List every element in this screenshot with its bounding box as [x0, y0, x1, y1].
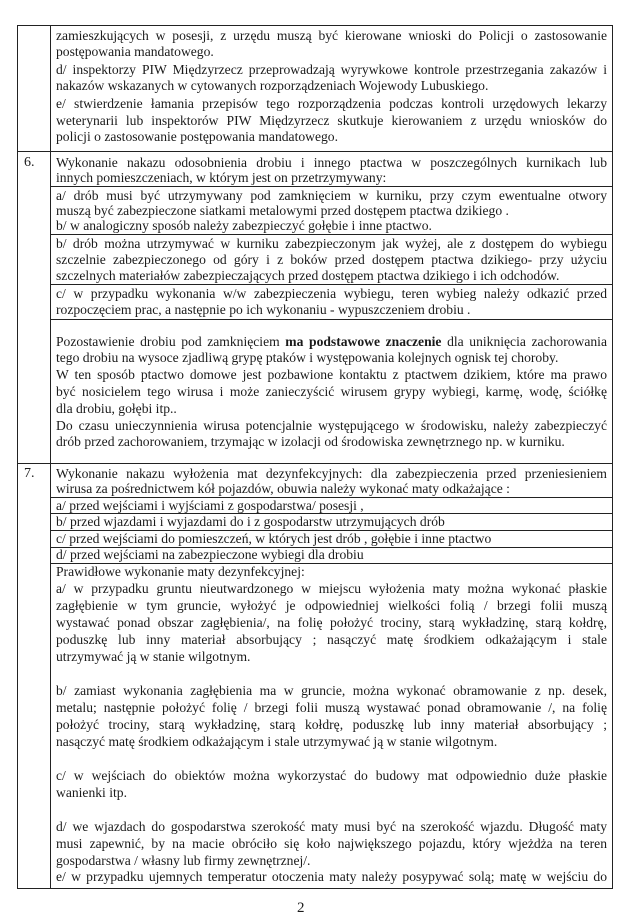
text-line: postępowania mandatowego. [56, 44, 214, 59]
text-line: wystawać ponad obszar zagłębienia/, na folię położyć trociny, starą wykładzinę, starą kołdrę, [56, 615, 607, 630]
text-line: wirusa za pośrednictwem kół pojazdów, obuwia należy wykonać maty odkażające : [56, 481, 510, 496]
text-line-clipped [56, 885, 607, 889]
text-line: muszą być zabezpieczone siatkami metalowymi przed dostępem ptactwa dzikiego . [56, 203, 509, 218]
note-text: Pozostawienie drobiu pod zamknięciem [56, 334, 286, 349]
text-line: nakazów wskazanych w cytowanych rozporządzeniach Wojewody Lubuskiego. [56, 78, 489, 93]
text-line: zagłębienie w tym gruncie, wyłożyć je odpowiedniej wielkości folią / brzegi folii muszą [56, 598, 607, 613]
list-item: c/ przed wejściami do pomieszczeń, w których jest drób , gołębie i inne ptactwo [56, 531, 492, 546]
text-line: c/ w przypadku wykonania w/w zabezpieczenia wybiegu, teren wybieg należy odkazić przed [56, 286, 607, 301]
text-line: gospodarstwa / własny lub firmy zewnętrznej/. [56, 853, 311, 868]
text-line: innych pomieszczeniach, w którym jest on przetrzymywany: [56, 170, 387, 185]
text-line: b/ drób można utrzymywać w kurniku zabezpieczonym jak wyżej, ale z dostępem do wybiegu [56, 236, 607, 251]
text-line: rozpoczęciem prac, a następnie po ich wykonaniu - wypuszczeniem drobiu . [56, 302, 471, 317]
note-line-bold [56, 334, 607, 350]
text-line: e/ w przypadku ujemnych temperatur otoczenia maty należy posypywać solą; matę w wejściu do [56, 869, 607, 884]
page-number: 2 [297, 900, 305, 916]
text-line: drób przed zachorowaniem, trzymając w izolacji od środowiska zewnętrznego np. w kurniku. [56, 434, 565, 449]
text-line: e/ stwierdzenie łamania przepisów tego rozporządzenia podczas kontroli urzędowych lekarzy [56, 96, 607, 111]
text-line: d/ inspektorzy PIW Międzyrzecz przeprowadzają wyrywkowe kontrole przestrzegania zakazów i [56, 62, 607, 77]
sub-divider [50, 234, 613, 235]
text-line: b/ zamiast wykonania zagłębienia ma w gruncie, można wykonać obramowanie z np. desek, [56, 683, 607, 698]
text-line: tego drobiu na wysoce zjadliwą grypę ptaków i występowania kolejnych ognisk tej choroby. [56, 350, 559, 365]
text-line: policji o zastosowanie postępowania mandatowego. [56, 129, 338, 144]
row-divider-7 [17, 463, 613, 464]
text-line: weterynarii lub inspektorów PIW Międzyrzecz skutkuje kierowaniem z urzędu wniosków do [56, 113, 607, 128]
text-line: d/ we wjazdach do gospodarstwa szerokość maty musi być na szerokość wjazdu. Długość maty [56, 819, 607, 834]
list-item: b/ przed wjazdami i wyjazdami do i z gospodarstw utrzymujących drób [56, 514, 445, 529]
sub-divider [50, 319, 613, 320]
text-line: Wykonanie nakazu wyłożenia mat dezynfekcyjnych: dla zabezpieczenia przed przeniesieniem [56, 466, 607, 481]
row-divider-6 [17, 151, 613, 152]
column-divider [50, 25, 51, 889]
text-line: c/ w wejściach do obiektów można wykorzystać do budowy mat odpowiednio duże płaskie [56, 768, 607, 783]
list-item: d/ przed wejściami na zabezpieczone wybiegi dla drobiu [56, 547, 364, 562]
section-title: Prawidłowe wykonanie maty dezynfekcyjnej: [56, 564, 305, 579]
text-line: dla drobiu, gołębi itp.. [56, 401, 177, 416]
text-line: utrzymywać ją w stanie wilgotnym. [56, 649, 251, 664]
text-line: Wykonanie nakazu odosobnienia drobiu i innego ptactwa w poszczególnych kurnikach lub [56, 155, 607, 170]
row-number: 7. [24, 466, 35, 481]
sub-divider [50, 186, 613, 187]
text-line: Do czasu unieczynnienia wirusa potencjalnie występującego w środowisku, należy zabezpieczyć [56, 418, 607, 433]
text-line: być nosicielem tego wirusa i może zanieczyścić wirusem grypy wybiegi, karmę, wodę, ściółkę [56, 384, 607, 399]
text-line: metalu; następnie położyć folię / brzegi folii muszą wystawać ponad obramowanie /, na folię [56, 700, 607, 715]
text-line: W ten sposób ptactwo domowe jest pozbawione kontaktu z ptactwem dzikiem, które ma prawo [56, 367, 607, 382]
text-line: szczelnie zabezpieczonego od góry i z boków przed dostępem ptactwa dzikiego- przy użyciu [56, 252, 607, 267]
sub-divider [50, 284, 613, 285]
text-line: poduszkę lub inny materiał absorbujący ; nasączyć matę środkiem odkażającym i stale [56, 632, 607, 647]
text-line: musi zapewnić, by na macie obróciło się koło największego pojazdu, który wjeżdża na teren [56, 836, 607, 851]
text-line: nasączyć matę środkiem odkażającym i stale utrzymywać ją w stanie wilgotnym. [56, 734, 498, 749]
text-line: a/ drób musi być utrzymywany pod zamknięciem w kurniku, przy czym ewentualne otwory [56, 188, 607, 203]
text-line: a/ w przypadku gruntu nieutwardzonego w miejscu wyłożenia maty można wykonać płaskie [56, 581, 607, 596]
text-line: zamieszkujących w posesji, z urzędu muszą być kierowane wnioski do Policji o zastosowanie [56, 28, 607, 43]
text-line: b/ w analogiczny sposób należy zabezpieczyć gołębie i inne ptactwo. [56, 218, 432, 233]
note-text: dla uniknięcia zachorowania [441, 334, 607, 349]
list-item: a/ przed wejściami i wyjściami z gospodarstwa/ posesji , [56, 498, 364, 513]
text-line: wanienki itp. [56, 785, 127, 800]
emphasis: ma podstawowe znaczenie [285, 334, 442, 349]
text-line: szczelnych materiałów zabezpieczających przed dostępem ptactwa dzikiego i ich odchodów. [56, 268, 560, 283]
text-line: położyć trociny, starą wykładzinę, starą kołdrę, poduszkę lub inny materiał absorbujący ; [56, 717, 607, 732]
row-number: 6. [24, 155, 35, 170]
